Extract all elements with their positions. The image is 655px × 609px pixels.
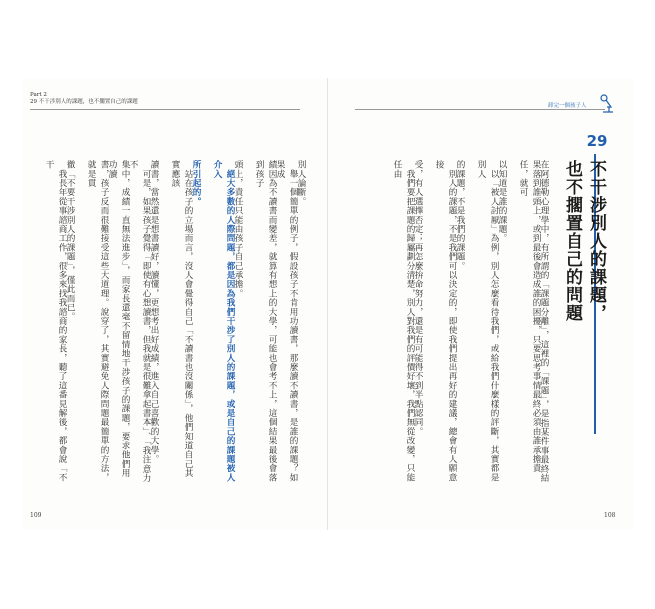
running-title: 29 不干涉別人的課題，也不擱置自己的課題 — [30, 99, 138, 105]
highlight-column: 所引起的。 — [191, 160, 201, 206]
body-column: 可是，如果孩子覺得「即使有心想讀書，但我就是很難拿起書本」、「我注意力不 — [128, 160, 151, 483]
body-column: 別人論斷。 — [296, 160, 306, 206]
body-column: 在阿德勒心理學中，有所謂的「課題分離」，這裡的「課題」，是指某件事最終結 — [539, 160, 549, 483]
body-column: 果落到誰頭上，或到最後會造成誰的困擾，只要思考事情最終必須由誰承擔責任，就可 — [518, 160, 541, 473]
body-column: 的課題，不是我們的課題。 — [455, 160, 465, 271]
body-column: 集中，成績一直無法進步」，而家長還毫不留情地干涉孩子的課題，要求他們用功讀 — [107, 160, 130, 478]
header-rule-right — [355, 109, 605, 110]
page-number-left: 109 — [30, 512, 42, 519]
series-title: 卸完一個孩子人 — [548, 103, 587, 109]
body-column: 徹「不要干涉別人的課題」，僅此而已。 — [65, 160, 75, 322]
header-rule-left — [30, 109, 300, 110]
lamp-icon — [598, 93, 616, 113]
book-gutter — [327, 78, 328, 530]
body-column: 績因為不讀書而變差，就算有想上的大學，可能也會考不上，這個結果最後會落到孩子 — [254, 160, 277, 482]
body-column: 以「被人討厭」為例，別人怎麼看待我們，或給我們什麼樣的評斷，其實都是別人 — [476, 160, 499, 482]
body-column: 舉一個簡單的例子，假設孩子不肯用功讀書，那麼讀不讀書，是誰的課題？如果成 — [275, 160, 298, 482]
body-column: 以知道是誰的課題。 — [497, 160, 507, 243]
part-label: Part 2 — [30, 92, 47, 98]
chapter-title-line-1: 不干涉別人的課題， — [586, 160, 606, 322]
body-column: 站在孩子的立場而言，沒人會覺得自己「不讀書也沒關係」，他們知道自己其實應該 — [170, 160, 193, 478]
body-column: 頭上，責任只能由孩子自己承擔。 — [233, 160, 243, 298]
body-column: 我們要把課題的歸屬劃分清楚，別人對我們的評價好壞，我們無從改變，只能任由 — [392, 160, 415, 482]
body-column: 讀書，當然還是想書讀好，讀懂，更想考出好成績，進入自己喜歡的大學。 — [149, 160, 159, 464]
running-header — [30, 92, 138, 106]
chapter-title-line-2: 也不擱置自己的問題 — [562, 160, 582, 322]
chapter-number: 29 — [586, 132, 608, 150]
body-column: 受，有人選擇否定；再怎麼拚命努力，還是有可能得不到半點認同。 — [413, 160, 423, 436]
body-column: 別人的課題，不是我們可以決定的，即使我們提出再好的建議，總會有人願意接 — [434, 160, 457, 482]
body-column: 我長年從事諮商工作，很多來找我諮商的家長，聽了這番見解後，都會說「不干 — [44, 160, 67, 482]
highlight-column: 絕大多數的人際問題，都是因為我們干涉了別人的課題，或是自己的課題被人介入 — [212, 160, 235, 482]
chapter-title — [560, 160, 608, 440]
body-column: 書，孩子反而很難接受這些大道理。說穿了，其實避免人際問題最簡單的方法，就是貫 — [86, 160, 109, 482]
page-number-right: 108 — [604, 512, 616, 519]
